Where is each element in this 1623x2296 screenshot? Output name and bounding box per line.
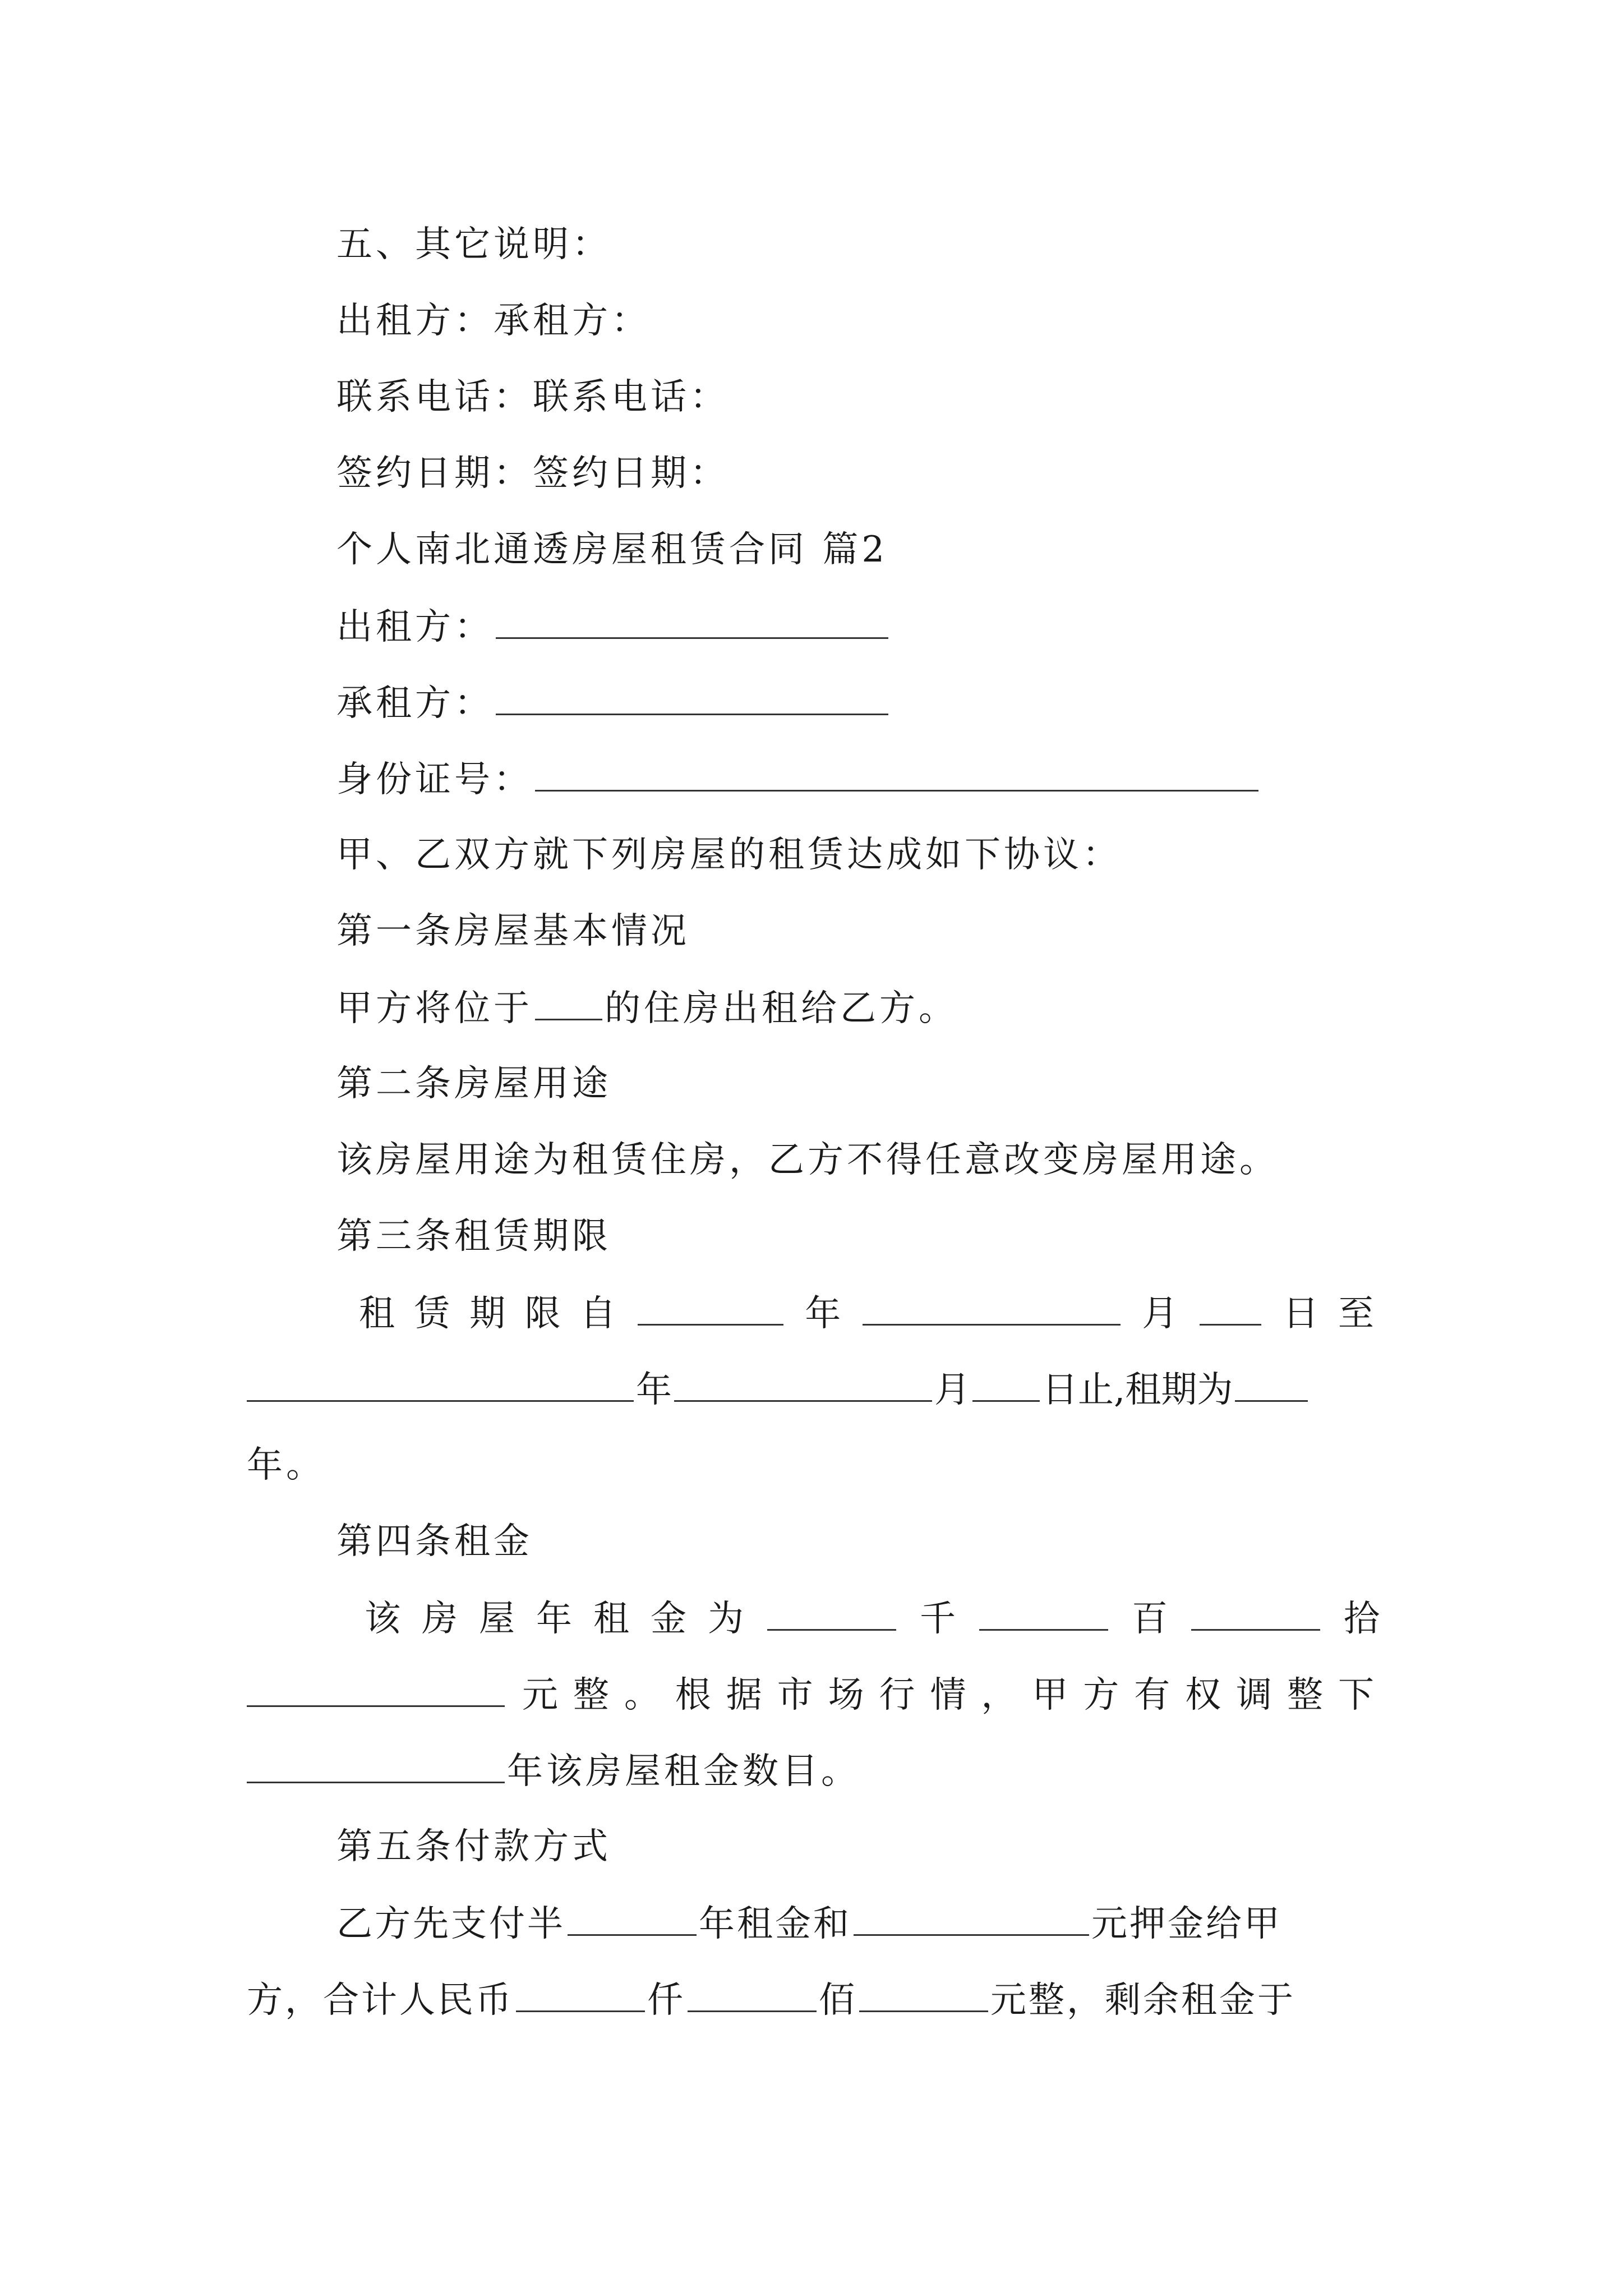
lease-term-line-1: 租 赁 期 限 自 年 月 日 至: [359, 1290, 1374, 1336]
lessee-label: 承租方：: [336, 683, 494, 724]
rent-line-1: 该 房 屋 年 租 金 为 千 百 拾: [365, 1595, 1380, 1641]
deposit-blank: [854, 1901, 1089, 1936]
start-year-blank: [638, 1290, 783, 1326]
agreement-intro: 甲、乙双方就下列房屋的租赁达成如下协议：: [336, 834, 1122, 876]
property-usage-text: 该房屋用途为租赁住房，乙方不得任意改变房屋用途。: [336, 1139, 1279, 1181]
sign-date-line: 签约日期：签约日期：: [336, 453, 729, 494]
half-year-blank: [568, 1901, 697, 1936]
lessor-label: 出租方：: [336, 606, 494, 648]
phone-line: 联系电话：联系电话：: [336, 376, 729, 418]
property-location-line: 甲方将位于 的住房出租给乙方。: [336, 985, 958, 1031]
payment-line-1: 乙方先支付半 年租金和 元押金给甲: [336, 1901, 1282, 1947]
rent-hundreds-blank: [979, 1595, 1108, 1631]
total-yuan-blank: [859, 1977, 988, 2012]
signature-parties-line: 出租方：承租方：: [336, 300, 651, 342]
article-two-heading: 第二条房屋用途: [336, 1063, 611, 1105]
end-year-blank: [247, 1366, 634, 1402]
rent-line-2: 元 整 。 根 据 市 场 行 情 ， 甲 方 有 权 调 整 下: [247, 1672, 1374, 1718]
section-five-heading: 五、其它说明：: [336, 224, 611, 265]
lessee-line: [336, 680, 891, 726]
lessor-line: [336, 604, 891, 650]
adjust-year-blank: [247, 1748, 505, 1783]
article-one-heading: 第一条房屋基本情况: [336, 910, 690, 952]
rent-line-3: 年该房屋租金数目。: [247, 1748, 860, 1794]
total-hundreds-blank: [688, 1977, 817, 2012]
contract-title: 个人南北通透房屋租赁合同 篇2: [336, 529, 888, 570]
article-three-heading: 第三条租赁期限: [336, 1216, 611, 1257]
lease-term-line-2: 年 月 日止,租期为: [247, 1366, 1310, 1412]
id-number-line: [336, 756, 1261, 802]
article-four-heading: 第四条租金: [336, 1521, 533, 1562]
id-number-blank: [535, 756, 1258, 792]
lease-term-line-3: 年。: [247, 1444, 325, 1486]
end-month-blank: [674, 1366, 932, 1402]
payment-line-2: 方，合计人民币 仟 佰 元整，剩余租金于: [247, 1977, 1295, 2023]
id-number-label: 身份证号：: [336, 759, 533, 800]
end-day-blank: [972, 1366, 1040, 1402]
term-years-blank: [1235, 1366, 1308, 1402]
location-blank: [535, 985, 602, 1020]
lessor-blank: [496, 604, 888, 639]
rent-thousands-blank: [767, 1595, 896, 1631]
start-day-blank: [1200, 1290, 1261, 1326]
rent-yuan-blank: [247, 1672, 505, 1707]
total-thousands-blank: [516, 1977, 645, 2012]
article-five-heading: 第五条付款方式: [336, 1826, 611, 1867]
rent-tens-blank: [1191, 1595, 1320, 1631]
start-month-blank: [863, 1290, 1121, 1326]
lessee-blank: [496, 680, 888, 715]
